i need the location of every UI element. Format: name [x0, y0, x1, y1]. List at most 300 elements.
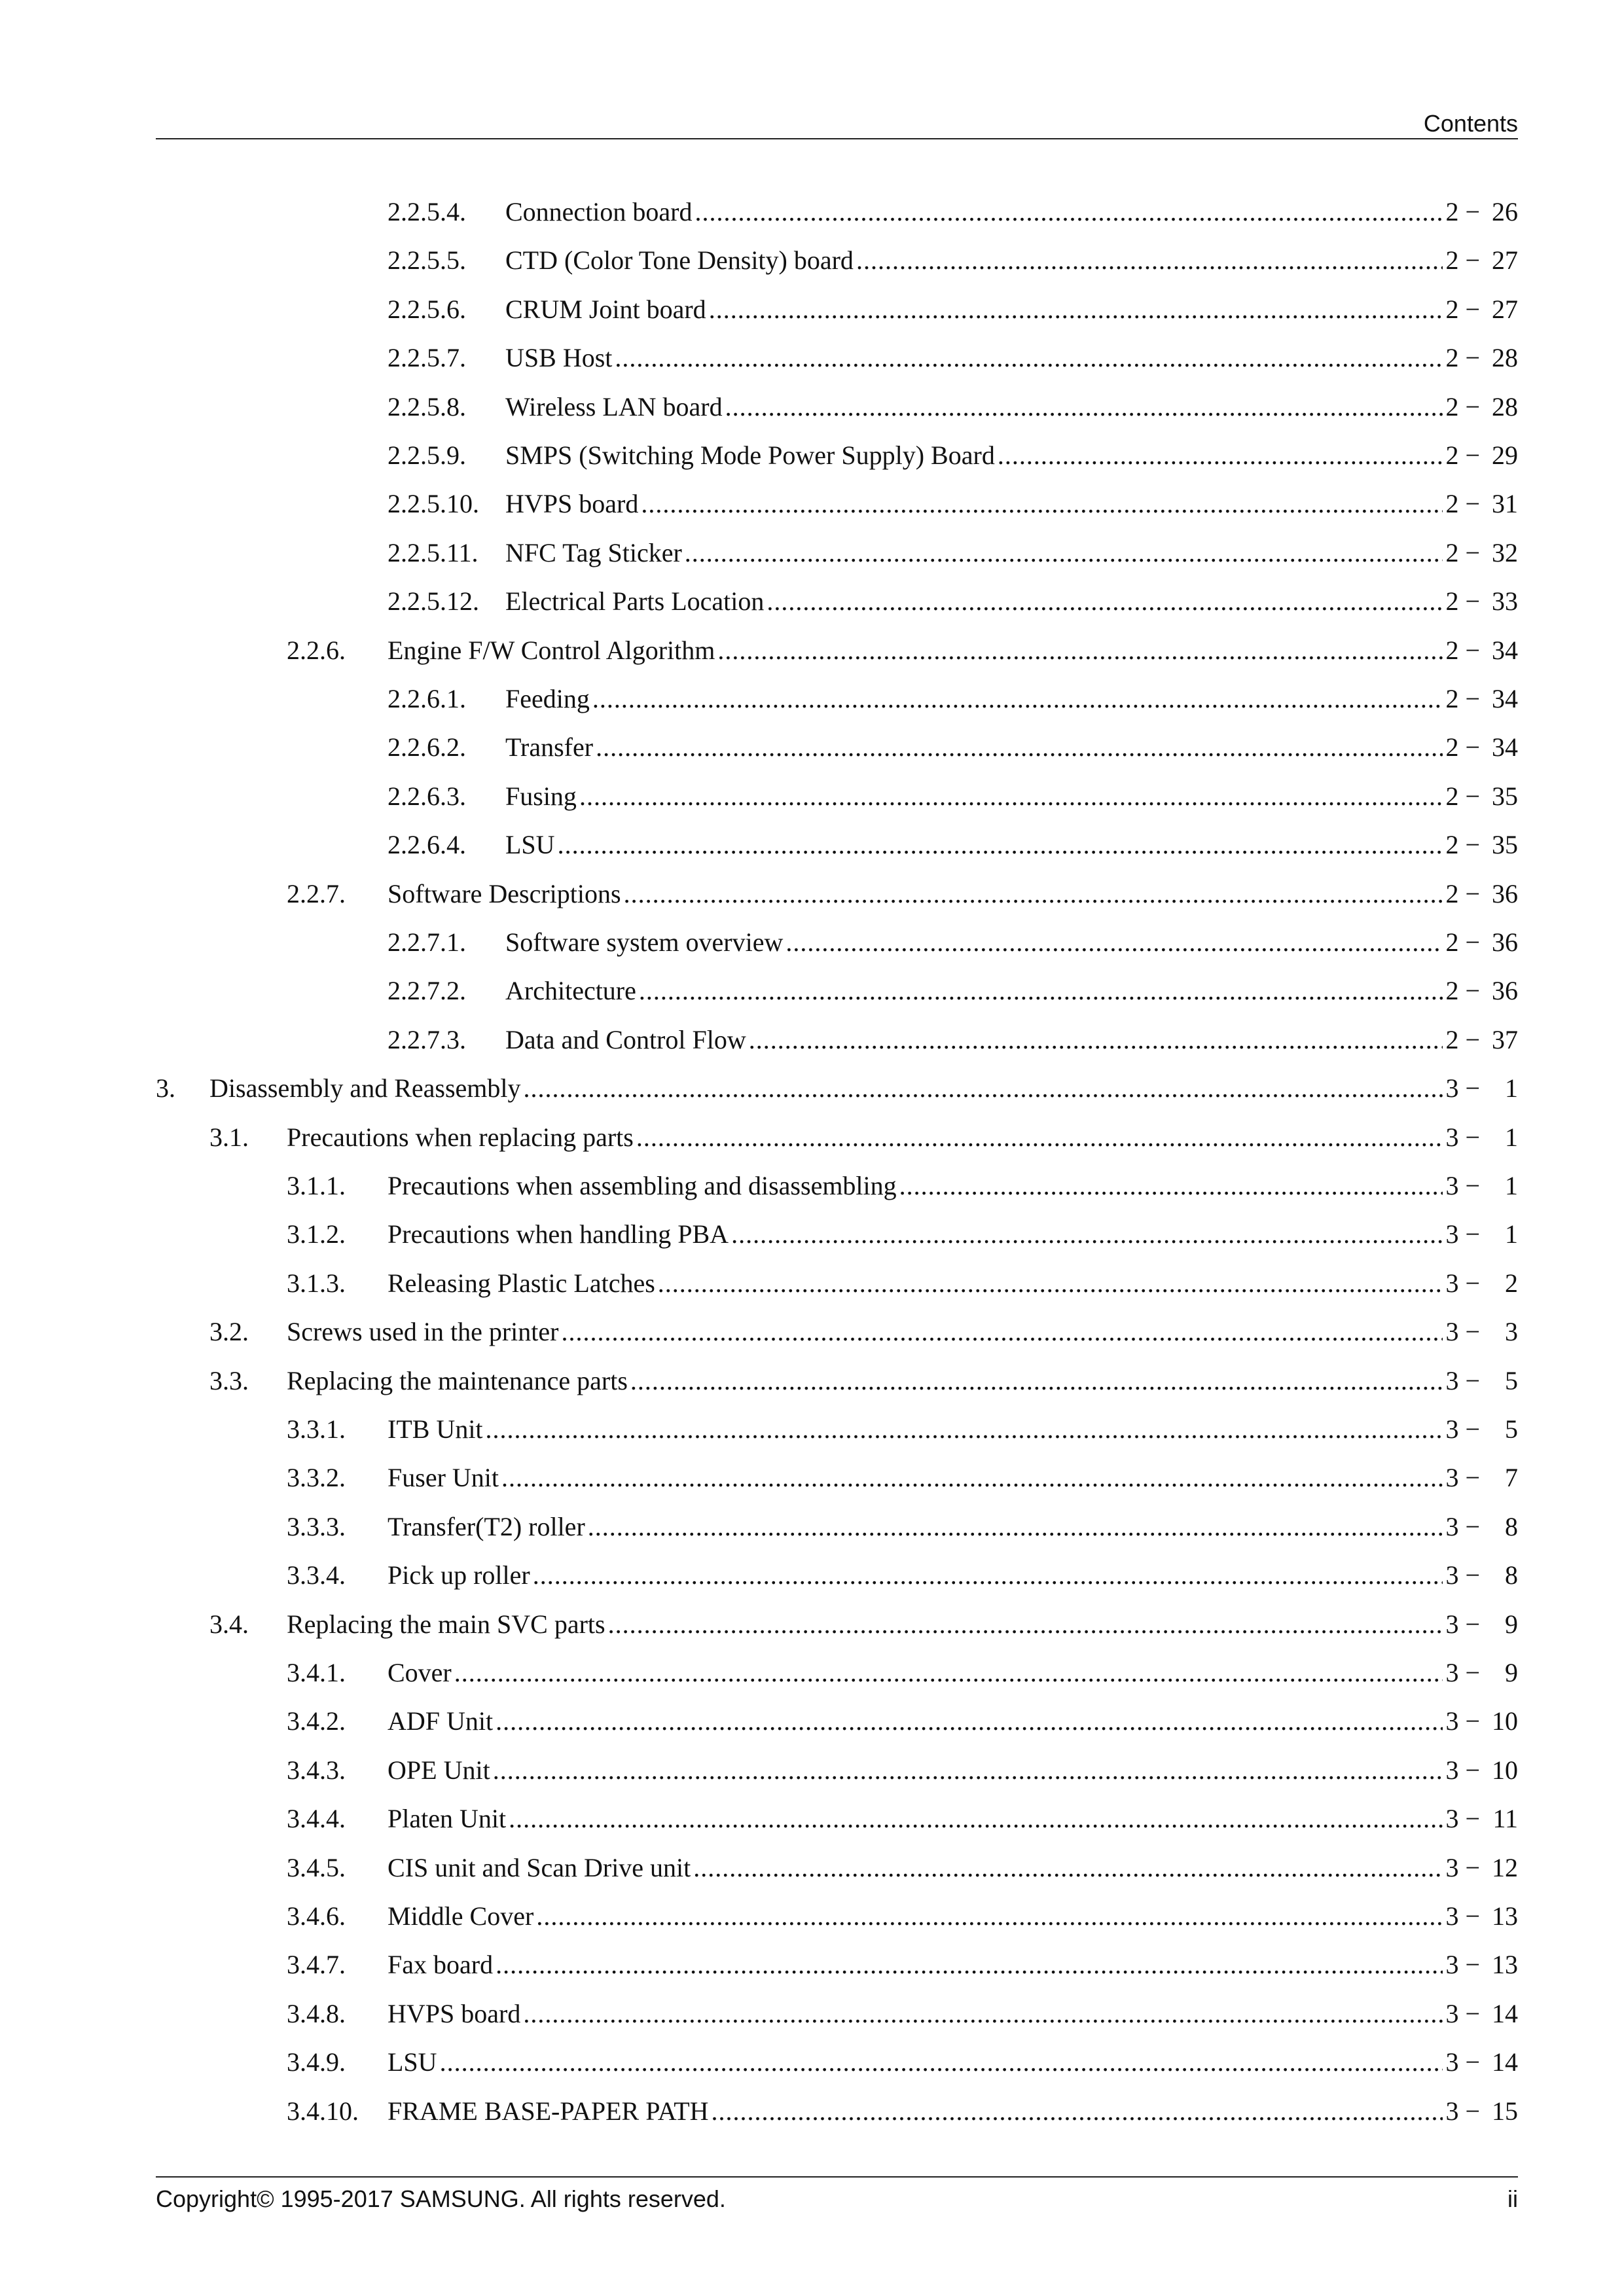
toc-entry-body [388, 1453, 1518, 1502]
toc-entry-number: 3.4.6. [287, 1901, 346, 1931]
toc-entry-page-number: 5 [1505, 1414, 1518, 1444]
toc-entry-page-number: 1 [1505, 1219, 1518, 1249]
toc-entry-chapter: 2 [1445, 538, 1459, 567]
toc-page-separator: − [1458, 781, 1487, 811]
toc-entry-page [1445, 869, 1518, 918]
toc-entry-page-number: 14 [1492, 2047, 1518, 2077]
toc-entry-page-number: 36 [1492, 927, 1518, 957]
toc-page-separator: − [1458, 1706, 1487, 1736]
toc-entry-number: 3.3.1. [287, 1414, 346, 1444]
toc-entry-chapter: 3 [1445, 2096, 1459, 2126]
toc-entry-chapter: 3 [1445, 1171, 1459, 1200]
toc-entry-page-number: 8 [1505, 1512, 1518, 1541]
toc-entry[interactable] [0, 674, 1518, 723]
toc-entry-number: 3.4.8. [287, 1999, 346, 2028]
toc-entry-page [1445, 772, 1518, 821]
toc-entry-page-number: 9 [1505, 1658, 1518, 1687]
toc-entry-page-number: 34 [1492, 732, 1518, 762]
toc-leader-dots [725, 382, 1443, 431]
toc-entry-title: NFC Tag Sticker [505, 538, 682, 567]
toc-entry-chapter: 2 [1445, 197, 1459, 226]
toc-entry-number: 3.3.2. [287, 1463, 346, 1492]
toc-entry-body [287, 1600, 1518, 1649]
toc-page-separator: − [1458, 343, 1487, 372]
toc-entry-body [505, 723, 1518, 772]
toc-entry-number: 3.3.4. [287, 1560, 346, 1590]
toc-entry-title: Transfer(T2) roller [388, 1512, 585, 1541]
toc-entry-page-number: 10 [1492, 1706, 1518, 1736]
toc-entry-page [1445, 674, 1518, 723]
toc-leader-dots [524, 1064, 1443, 1113]
toc-page-separator: − [1458, 1658, 1487, 1687]
toc-leader-dots [856, 236, 1443, 285]
toc-entry[interactable] [0, 1648, 1518, 1697]
toc-entry-page [1445, 2037, 1518, 2087]
toc-entry-number: 2.2.6.3. [388, 781, 466, 811]
toc-entry-page [1445, 1161, 1518, 1210]
toc-entry-chapter: 2 [1445, 392, 1459, 422]
toc-entry-page-number: 27 [1492, 245, 1518, 275]
toc-entry-number: 2.2.6.2. [388, 732, 466, 762]
toc-entry-body [388, 1940, 1518, 1989]
toc-entry-chapter: 3 [1445, 1901, 1459, 1931]
toc-entry-page-number: 36 [1492, 976, 1518, 1005]
toc-leader-dots [785, 918, 1443, 967]
toc-leader-dots [639, 966, 1443, 1015]
toc-entry[interactable] [0, 966, 1518, 1015]
toc-entry-body [388, 1405, 1518, 1454]
toc-entry-page-number: 10 [1492, 1755, 1518, 1785]
toc-entry[interactable] [0, 820, 1518, 869]
footer-copyright: Copyright© 1995-2017 SAMSUNG. All rights reserved. [156, 2185, 726, 2212]
toc-entry-body [505, 966, 1518, 1015]
toc-entry-chapter: 3 [1445, 2047, 1459, 2077]
toc-leader-dots [608, 1600, 1443, 1649]
toc-entry-body [388, 1843, 1518, 1892]
toc-entry-title: ADF Unit [388, 1706, 494, 1736]
toc-entry[interactable] [0, 382, 1518, 431]
toc-page-separator: − [1458, 538, 1487, 567]
toc-entry-chapter: 2 [1445, 440, 1459, 470]
toc-entry-title: SMPS (Switching Mode Power Supply) Board [505, 440, 995, 470]
toc-entry-page-number: 26 [1492, 197, 1518, 226]
toc-entry-number: 2.2.7.3. [388, 1025, 466, 1054]
toc-page-separator: − [1458, 440, 1487, 470]
toc-entry-body [505, 236, 1518, 285]
toc-entry-page-number: 9 [1505, 1609, 1518, 1639]
toc-leader-dots [486, 1405, 1443, 1454]
toc-entry-number: 2.2.6.4. [388, 830, 466, 859]
toc-entry-number: 2.2.5.4. [388, 197, 466, 226]
toc-entry-number: 3.4.7. [287, 1950, 346, 1979]
toc-entry-page-number: 15 [1492, 2096, 1518, 2126]
toc-entry-title: OPE Unit [388, 1755, 490, 1785]
toc-entry-title: Fuser Unit [388, 1463, 499, 1492]
toc-leader-dots [523, 1989, 1443, 2038]
toc-leader-dots [749, 1015, 1443, 1064]
toc-leader-dots [596, 723, 1443, 772]
toc-entry[interactable] [0, 577, 1518, 626]
toc-entry[interactable] [0, 1259, 1518, 1308]
toc-entry-number: 2.2.5.7. [388, 343, 466, 372]
toc-entry-page-number: 27 [1492, 295, 1518, 324]
toc-entry-page-number: 31 [1492, 489, 1518, 518]
toc-entry-body [388, 1210, 1518, 1259]
toc-entry-body [388, 2087, 1518, 2136]
toc-entry-page [1445, 1113, 1518, 1162]
toc-entry-number: 3. [156, 1073, 175, 1103]
page-header-title: Contents [1423, 110, 1518, 137]
toc-entry-page-number: 8 [1505, 1560, 1518, 1590]
toc-page-separator: − [1458, 1073, 1487, 1103]
toc-entry-page-number: 11 [1492, 1804, 1518, 1833]
toc-leader-dots [592, 674, 1443, 723]
toc-entry-title: Replacing the main SVC parts [287, 1609, 605, 1639]
toc-entry-number: 3.1.3. [287, 1268, 346, 1298]
toc-entry-body [505, 382, 1518, 431]
toc-entry-number: 3.1.2. [287, 1219, 346, 1249]
toc-entry-page [1445, 236, 1518, 285]
toc-entry-body [505, 479, 1518, 528]
toc-entry-page [1445, 1405, 1518, 1454]
toc-page-separator: − [1458, 245, 1487, 275]
toc-entry-title: FRAME BASE-PAPER PATH [388, 2096, 709, 2126]
toc-page-separator: − [1458, 830, 1487, 859]
toc-page-separator: − [1458, 1219, 1487, 1249]
toc-entry-page [1445, 1746, 1518, 1795]
toc-entry-body [388, 1502, 1518, 1551]
toc-page-separator: − [1458, 684, 1487, 713]
toc-entry-title: Releasing Plastic Latches [388, 1268, 655, 1298]
toc-entry-title: CRUM Joint board [505, 295, 706, 324]
toc-leader-dots [630, 1356, 1443, 1405]
toc-entry-page [1445, 1551, 1518, 1600]
toc-entry-title: Precautions when replacing parts [287, 1122, 634, 1152]
toc-entry-page-number: 14 [1492, 1999, 1518, 2028]
toc-leader-dots [709, 285, 1443, 334]
toc-leader-dots [685, 528, 1443, 577]
toc-page-separator: − [1458, 1366, 1487, 1395]
toc-entry[interactable] [0, 1746, 1518, 1795]
footer-page-number: ii [1507, 2185, 1518, 2212]
toc-entry-chapter: 3 [1445, 1219, 1459, 1249]
toc-entry[interactable] [0, 528, 1518, 577]
toc-entry-number: 3.4.3. [287, 1755, 346, 1785]
toc-entry[interactable] [0, 1892, 1518, 1941]
toc-entry[interactable] [0, 1015, 1518, 1064]
toc-entry-number: 3.4.1. [287, 1658, 346, 1687]
toc-entry-title: Platen Unit [388, 1804, 507, 1833]
toc-entry-chapter: 2 [1445, 927, 1459, 957]
toc-entry-title: Disassembly and Reassembly [209, 1073, 521, 1103]
toc-entry[interactable] [0, 1210, 1518, 1259]
toc-entry-page [1445, 966, 1518, 1015]
toc-entry-page [1445, 1064, 1518, 1113]
toc-entry-page-number: 34 [1492, 684, 1518, 713]
toc-entry-number: 3.1.1. [287, 1171, 346, 1200]
toc-entry-title: Fusing [505, 781, 577, 811]
toc-leader-dots [536, 1892, 1443, 1941]
toc-entry-chapter: 3 [1445, 1560, 1459, 1590]
toc-page-separator: − [1458, 586, 1487, 616]
toc-entry[interactable] [0, 236, 1518, 285]
toc-entry-number: 2.2.6.1. [388, 684, 466, 713]
toc-page-separator: − [1458, 1463, 1487, 1492]
toc-entry-title: Connection board [505, 197, 693, 226]
toc-entry-body [505, 577, 1518, 626]
toc-entry-page-number: 5 [1505, 1366, 1518, 1395]
toc-entry-chapter: 3 [1445, 1755, 1459, 1785]
toc-leader-dots [558, 820, 1443, 869]
toc-entry-chapter: 3 [1445, 1512, 1459, 1541]
toc-entry-page-number: 28 [1492, 392, 1518, 422]
toc-page-separator: − [1458, 1853, 1487, 1882]
toc-entry-page [1445, 1648, 1518, 1697]
toc-leader-dots [533, 1551, 1443, 1600]
toc-entry-number: 2.2.7.2. [388, 976, 466, 1005]
toc-entry-page-number: 33 [1492, 586, 1518, 616]
toc-entry-page [1445, 1210, 1518, 1259]
toc-entry[interactable] [0, 1502, 1518, 1551]
toc-entry[interactable] [0, 1551, 1518, 1600]
toc-entry[interactable] [0, 1113, 1518, 1162]
toc-entry[interactable] [0, 1843, 1518, 1892]
toc-entry-chapter: 2 [1445, 636, 1459, 665]
toc-leader-dots [509, 1794, 1443, 1843]
toc-page-separator: − [1458, 392, 1487, 422]
toc-page-separator: − [1458, 489, 1487, 518]
toc-leader-dots [615, 333, 1443, 382]
toc-entry[interactable] [0, 285, 1518, 334]
toc-entry-page [1445, 1892, 1518, 1941]
toc-entry-title: HVPS board [388, 1999, 521, 2028]
toc-leader-dots [767, 577, 1443, 626]
toc-entry-chapter: 3 [1445, 1658, 1459, 1687]
toc-entry-chapter: 3 [1445, 1268, 1459, 1298]
toc-entry-chapter: 2 [1445, 295, 1459, 324]
toc-entry[interactable] [0, 1989, 1518, 2038]
toc-entry-page [1445, 1794, 1518, 1843]
toc-leader-dots [496, 1696, 1443, 1746]
toc-entry-number: 2.2.5.12. [388, 586, 479, 616]
toc-entry[interactable] [0, 187, 1518, 236]
toc-entry-page [1445, 820, 1518, 869]
toc-entry-page [1445, 577, 1518, 626]
toc-entry-title: Fax board [388, 1950, 494, 1979]
toc-page-separator: − [1458, 927, 1487, 957]
toc-entry[interactable] [0, 1600, 1518, 1649]
toc-entry-body [287, 1307, 1518, 1356]
toc-entry-page [1445, 626, 1518, 675]
toc-entry[interactable] [0, 2037, 1518, 2087]
toc-page-separator: − [1458, 1317, 1487, 1346]
toc-entry-title: ITB Unit [388, 1414, 483, 1444]
toc-page-separator: − [1458, 2096, 1487, 2126]
toc-entry[interactable] [0, 1307, 1518, 1356]
toc-entry-body [388, 1551, 1518, 1600]
toc-entry-page-number: 32 [1492, 538, 1518, 567]
toc-leader-dots [658, 1259, 1443, 1308]
toc-entry[interactable] [0, 918, 1518, 967]
toc-leader-dots [636, 1113, 1443, 1162]
toc-entry-chapter: 2 [1445, 684, 1459, 713]
toc-entry[interactable] [0, 431, 1518, 480]
toc-leader-dots [693, 1843, 1443, 1892]
toc-leader-dots [998, 431, 1443, 480]
toc-entry-body [388, 1746, 1518, 1795]
toc-entry-page-number: 1 [1505, 1122, 1518, 1152]
toc-leader-dots [731, 1210, 1443, 1259]
toc-leader-dots [624, 869, 1443, 918]
toc-entry-body [287, 1356, 1518, 1405]
toc-entry[interactable] [0, 626, 1518, 675]
toc-page-separator: − [1458, 2047, 1487, 2077]
toc-entry-page [1445, 918, 1518, 967]
toc-entry[interactable] [0, 2087, 1518, 2136]
toc-leader-dots [440, 2037, 1443, 2087]
toc-page-separator: − [1458, 636, 1487, 665]
toc-entry[interactable] [0, 1356, 1518, 1405]
toc-entry[interactable] [0, 1794, 1518, 1843]
toc-entry-title: Software system overview [505, 927, 784, 957]
toc-entry-body [505, 285, 1518, 334]
toc-entry-number: 3.4.10. [287, 2096, 359, 2126]
toc-entry-number: 2.2.5.6. [388, 295, 466, 324]
toc-entry-chapter: 3 [1445, 1706, 1459, 1736]
toc-leader-dots [496, 1940, 1443, 1989]
toc-entry-title: Data and Control Flow [505, 1025, 746, 1054]
footer-divider [156, 2176, 1518, 2178]
toc-entry-number: 3.4.5. [287, 1853, 346, 1882]
toc-page-separator: − [1458, 976, 1487, 1005]
toc-leader-dots [717, 626, 1443, 675]
toc-page-separator: − [1458, 1804, 1487, 1833]
toc-entry-body [388, 1794, 1518, 1843]
toc-entry[interactable] [0, 869, 1518, 918]
toc-entry[interactable] [0, 1064, 1518, 1113]
toc-entry-title: Cover [388, 1658, 452, 1687]
toc-entry-title: USB Host [505, 343, 613, 372]
toc-entry-page-number: 2 [1505, 1268, 1518, 1298]
toc-entry-page-number: 34 [1492, 636, 1518, 665]
toc-page-separator: − [1458, 197, 1487, 226]
toc-entry-title: Replacing the maintenance parts [287, 1366, 628, 1395]
toc-entry-number: 3.3. [209, 1366, 249, 1395]
toc-entry-chapter: 3 [1445, 1999, 1459, 2028]
toc-page-separator: − [1458, 1560, 1487, 1590]
toc-entry-page-number: 12 [1492, 1853, 1518, 1882]
toc-entry-body [388, 2037, 1518, 2087]
toc-entry-body [505, 918, 1518, 967]
toc-entry-page [1445, 187, 1518, 236]
toc-page-separator: − [1458, 1512, 1487, 1541]
toc-entry-body [388, 1696, 1518, 1746]
toc-entry[interactable] [0, 723, 1518, 772]
toc-entry-number: 3.4.9. [287, 2047, 346, 2077]
toc-entry-chapter: 2 [1445, 976, 1459, 1005]
toc-entry-number: 3.4. [209, 1609, 249, 1639]
toc-entry-title: Screws used in the printer [287, 1317, 559, 1346]
toc-entry-number: 3.1. [209, 1122, 249, 1152]
toc-entry[interactable] [0, 333, 1518, 382]
toc-entry-chapter: 2 [1445, 489, 1459, 518]
toc-entry-title: LSU [505, 830, 555, 859]
toc-page-separator: − [1458, 1414, 1487, 1444]
toc-entry-title: Middle Cover [388, 1901, 534, 1931]
toc-entry-page-number: 7 [1505, 1463, 1518, 1492]
toc-entry-page-number: 36 [1492, 879, 1518, 908]
toc-entry-title: Transfer [505, 732, 594, 762]
toc-page-separator: − [1458, 1268, 1487, 1298]
toc-entry-body [287, 1113, 1518, 1162]
toc-entry-page-number: 29 [1492, 440, 1518, 470]
toc-page-separator: − [1458, 879, 1487, 908]
toc-entry-body [388, 1161, 1518, 1210]
toc-entry[interactable] [0, 1696, 1518, 1746]
toc-entry[interactable] [0, 1161, 1518, 1210]
toc-entry-chapter: 3 [1445, 1950, 1459, 1979]
toc-entry-chapter: 3 [1445, 1366, 1459, 1395]
toc-entry-title: Feeding [505, 684, 590, 713]
toc-entry-number: 2.2.5.5. [388, 245, 466, 275]
toc-entry-number: 2.2.7.1. [388, 927, 466, 957]
toc-entry-page [1445, 1453, 1518, 1502]
toc-leader-dots [579, 772, 1443, 821]
toc-entry-number: 3.4.4. [287, 1804, 346, 1833]
toc-entry-chapter: 2 [1445, 245, 1459, 275]
toc-entry-chapter: 3 [1445, 1804, 1459, 1833]
toc-entry-title: Pick up roller [388, 1560, 530, 1590]
toc-entry-number: 2.2.7. [287, 879, 346, 908]
toc-entry-page [1445, 285, 1518, 334]
toc-entry-page [1445, 382, 1518, 431]
toc-entry[interactable] [0, 1405, 1518, 1454]
toc-entry[interactable] [0, 1940, 1518, 1989]
toc-entry-page [1445, 479, 1518, 528]
toc-entry-number: 2.2.5.9. [388, 440, 466, 470]
toc-entry-body [388, 626, 1518, 675]
toc-entry-title: CTD (Color Tone Density) board [505, 245, 854, 275]
toc-entry-page [1445, 1600, 1518, 1649]
toc-entry-title: Architecture [505, 976, 636, 1005]
toc-entry[interactable] [0, 1453, 1518, 1502]
toc-entry-page-number: 3 [1505, 1317, 1518, 1346]
toc-entry-page [1445, 1356, 1518, 1405]
toc-page-separator: − [1458, 1755, 1487, 1785]
toc-entry-chapter: 2 [1445, 830, 1459, 859]
toc-entry-body [388, 1892, 1518, 1941]
toc-page-separator: − [1458, 1999, 1487, 2028]
toc-entry-page [1445, 1502, 1518, 1551]
toc-entry-chapter: 2 [1445, 586, 1459, 616]
toc-entry-title: LSU [388, 2047, 437, 2077]
toc-entry-page [1445, 1843, 1518, 1892]
toc-entry-page-number: 1 [1505, 1171, 1518, 1200]
toc-entry-chapter: 3 [1445, 1463, 1459, 1492]
toc-entry[interactable] [0, 479, 1518, 528]
toc-leader-dots [501, 1453, 1443, 1502]
toc-page-separator: − [1458, 1122, 1487, 1152]
toc-entry-chapter: 3 [1445, 1414, 1459, 1444]
toc-entry-body [505, 820, 1518, 869]
toc-entry-chapter: 2 [1445, 343, 1459, 372]
toc-entry-body [388, 1989, 1518, 2038]
toc-entry-chapter: 3 [1445, 1609, 1459, 1639]
toc-entry-page [1445, 2087, 1518, 2136]
toc-leader-dots [454, 1648, 1443, 1697]
toc-leader-dots [561, 1307, 1443, 1356]
toc-entry[interactable] [0, 772, 1518, 821]
